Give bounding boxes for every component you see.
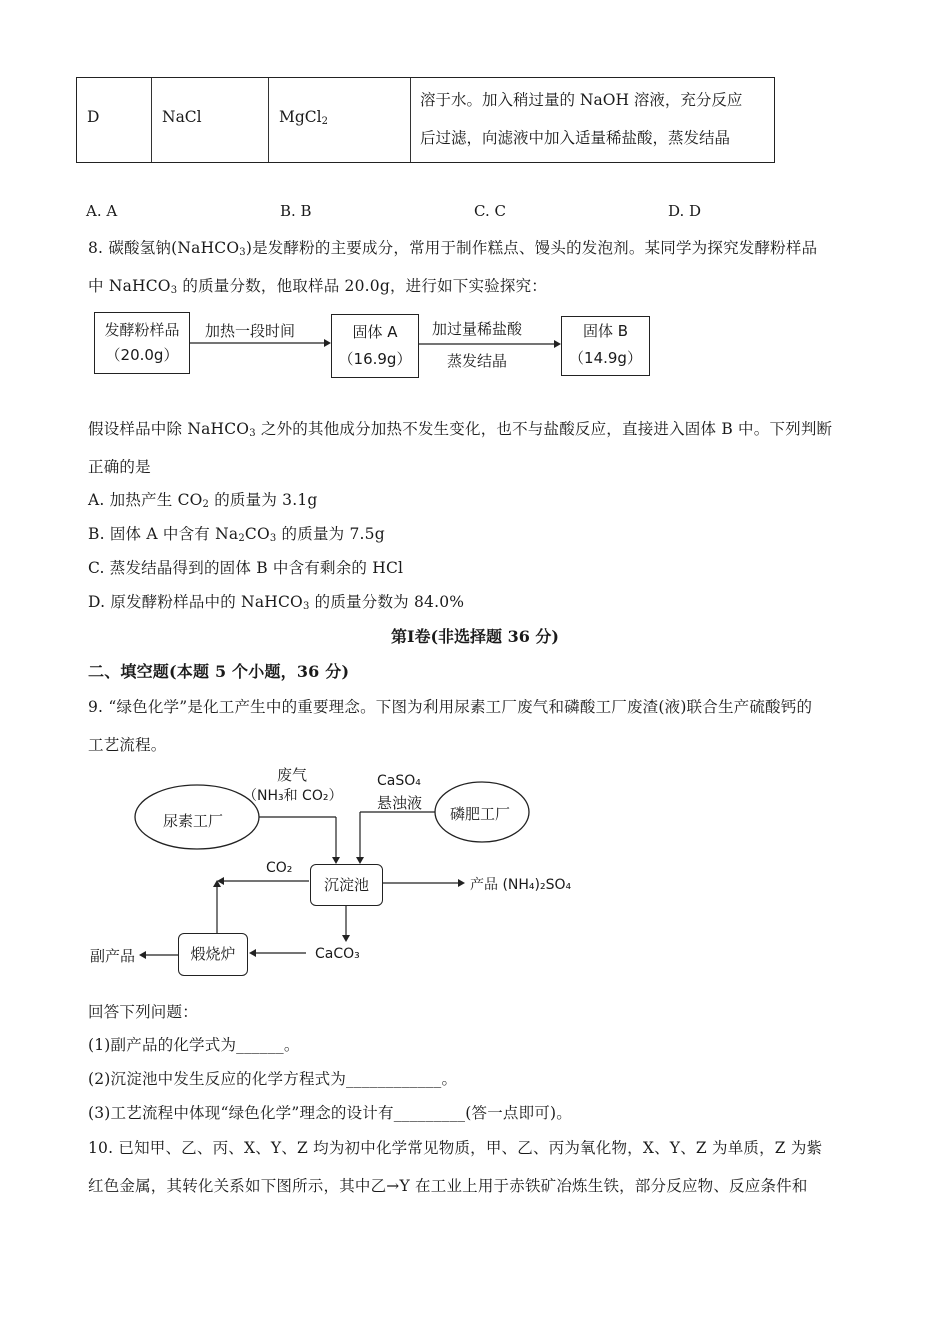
flow-arrow2	[419, 338, 562, 350]
product-label: 产品 (NH₄)₂SO₄	[470, 877, 572, 893]
table-divider	[268, 78, 269, 162]
part2-title: 二、填空题(本题 5 个小题，36 分)	[88, 662, 350, 681]
caco3-label: CaCO₃	[315, 946, 360, 962]
row-substance: NaCl	[162, 108, 202, 126]
flow-box-solid-a-mass: （16.9g）	[338, 350, 412, 368]
section-title: 第Ⅰ卷(非选择题 36 分)	[390, 627, 560, 646]
flow-box-solid-a-name: 固体 A	[352, 323, 398, 341]
q10-stem-line2: 红色金属，其转化关系如下图所示，其中乙→Y 在工业上用于赤铁矿冶炼生铁，部分反应物、反应条件和	[88, 1177, 808, 1195]
q9-subquestion-3: (3)工艺流程中体现“绿色化学”理念的设计有_________(答一点即可)。	[88, 1104, 572, 1122]
q10-stem-line1: 10. 已知甲、乙、丙、X、Y、Z 均为初中化学常见物质，甲、乙、丙为氧化物，X、Y、Z 为单质，Z 为紫	[88, 1139, 823, 1157]
q8-assumption-line1: 假设样品中除 NaHCO$_3$ 之外的其他成分加热不发生变化，也不与盐酸反应，直接进入固体 B 中。下列判断	[88, 420, 833, 439]
flow-box-solid-b-name: 固体 B	[582, 322, 629, 340]
flow-arrow1	[190, 337, 332, 349]
q8-option-c[interactable]: C. 蒸发结晶得到的固体 B 中含有剩余的 HCl	[88, 559, 404, 577]
urea-factory-label: 尿素工厂	[163, 812, 224, 830]
table-divider	[410, 78, 411, 162]
flow-box-solid-b-mass: （14.9g）	[569, 349, 642, 367]
q8-option-d[interactable]: D. 原发酵粉样品中的 NaHCO$_3$ 的质量分数为 84.0%	[88, 593, 465, 612]
flow-box-solid-a	[331, 314, 419, 378]
table-divider	[151, 78, 152, 162]
flow-arrow2-label-bottom: 蒸发结晶	[447, 352, 508, 370]
choice-a[interactable]: A. A	[86, 202, 118, 220]
row-impurity: MgCl$_2$	[279, 108, 328, 127]
suspension-label: 悬浊液	[377, 794, 423, 812]
row-label: D	[87, 108, 100, 126]
row-method-line2: 后过滤，向滤液中加入适量稀盐酸，蒸发结晶	[420, 129, 731, 147]
q9-subquestion-1: (1)副产品的化学式为______。	[88, 1036, 300, 1054]
choice-d[interactable]: D. D	[668, 202, 702, 220]
row-method-line1: 溶于水。加入稍过量的 NaOH 溶液，充分反应	[420, 91, 743, 109]
caso4-label: CaSO₄	[377, 773, 421, 789]
co2-label: CO₂	[266, 860, 293, 876]
waste-gas-formula: （NH₃和 CO₂）	[243, 788, 343, 804]
q8-stem-line1: 8. 碳酸氢钠(NaHCO$_3$)是发酵粉的主要成分，常用于制作糕点、馒头的发泡剂。某同学为探究发酵粉样品	[88, 239, 818, 258]
flow-arrow2-label-top: 加过量稀盐酸	[432, 320, 523, 338]
q8-assumption-line2: 正确的是	[88, 458, 151, 476]
choice-b[interactable]: B. B	[280, 202, 312, 220]
flow-box-sample-mass: （20.0g）	[105, 346, 179, 364]
choice-c[interactable]: C. C	[474, 202, 506, 220]
flow-arrow1-label: 加热一段时间	[205, 322, 296, 340]
q8-option-a[interactable]: A. 加热产生 $CO_2$ 的质量为 3.1g	[88, 491, 318, 510]
q9-subquestion-2: (2)沉淀池中发生反应的化学方程式为____________。	[88, 1070, 458, 1088]
waste-gas-label: 废气	[277, 766, 308, 784]
flow-box-sample-name: 发酵粉样品	[104, 321, 180, 339]
q9-prompt: 回答下列问题：	[88, 1003, 198, 1021]
flow-box-solid-b	[561, 316, 650, 376]
phosphate-factory-label: 磷肥工厂	[450, 805, 511, 823]
q8-stem-line2: 中 NaHCO$_3$ 的质量分数，他取样品 20.0g，进行如下实验探究：	[88, 277, 547, 296]
q9-stem-line1: 9. “绿色化学”是化工产生中的重要理念。下图为利用尿素工厂废气和磷酸工厂废渣(液)联合生产硫酸钙的	[88, 698, 813, 716]
byproduct-label: 副产品	[90, 947, 136, 965]
reagent-table	[76, 77, 775, 163]
flow-box-sample	[94, 312, 190, 374]
settling-tank-box: 沉淀池	[310, 864, 383, 906]
q8-option-b[interactable]: B. 固体 A 中含有 $Na_2CO_3$ 的质量为 7.5g	[88, 525, 385, 544]
q9-stem-line2: 工艺流程。	[88, 736, 167, 754]
calcining-furnace-box: 煅烧炉	[178, 933, 248, 976]
